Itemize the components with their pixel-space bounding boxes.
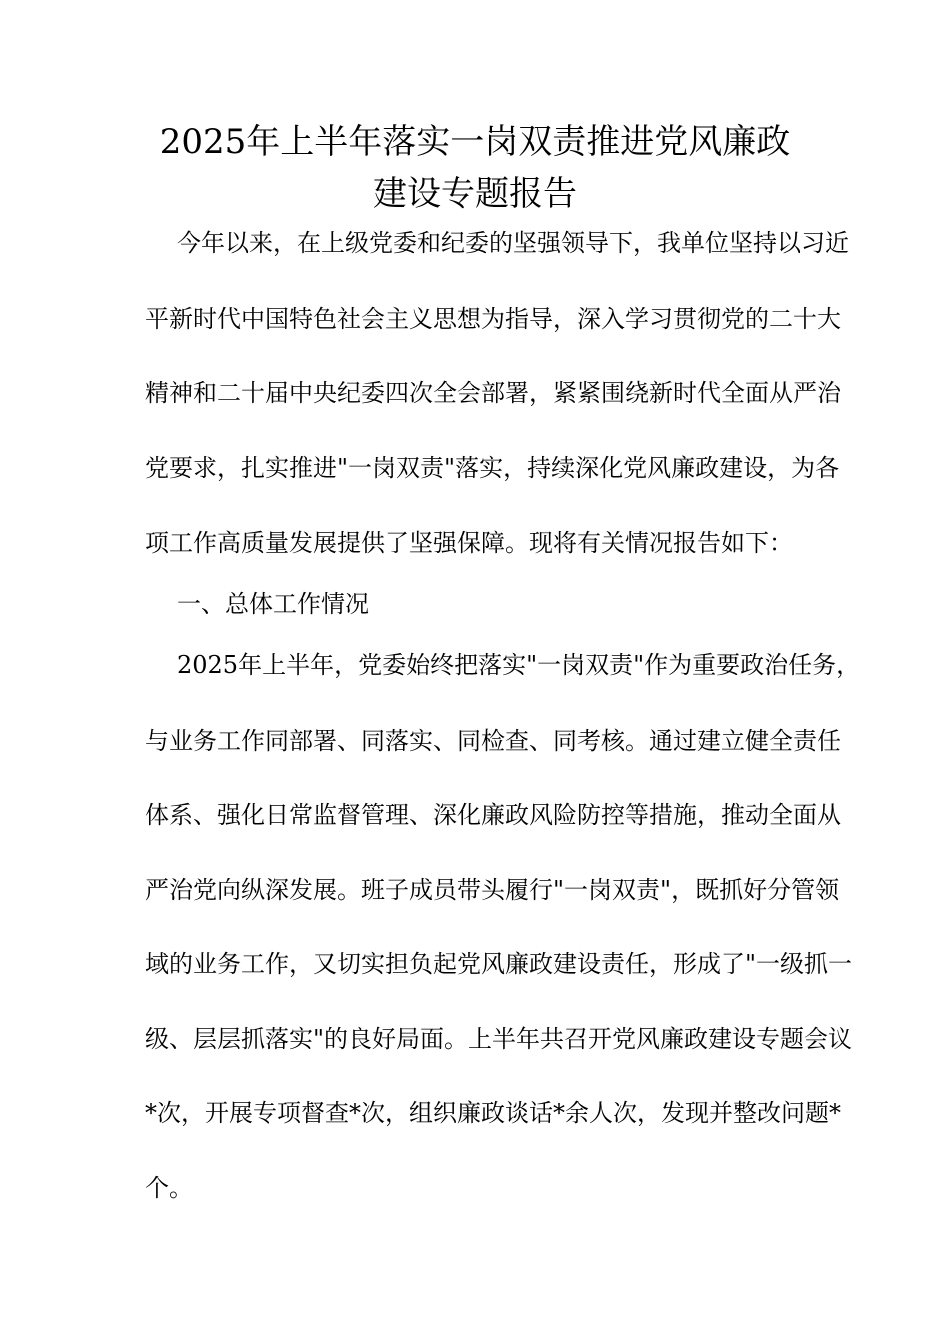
- body-paragraph-line-5: 域的业务工作，又切实担负起党风廉政建设责任，形成了"一级抓一: [145, 950, 853, 978]
- document-title-line-1: 2025年上半年落实一岗双责推进党风廉政: [159, 122, 791, 162]
- section-heading: 一、总体工作情况: [177, 590, 369, 618]
- intro-paragraph-line-4: 党要求，扎实推进"一岗双责"落实，持续深化党风廉政建设，为各: [145, 454, 840, 482]
- document-title-line-2: 建设专题报告: [373, 174, 577, 214]
- body-paragraph-line-7: *次，开展专项督查*次，组织廉政谈话*余人次，发现并整改问题*: [145, 1099, 841, 1127]
- intro-paragraph-line-3: 精神和二十届中央纪委四次全会部署，紧紧围绕新时代全面从严治: [145, 379, 841, 407]
- intro-paragraph-line-1: 今年以来，在上级党委和纪委的坚强领导下，我单位坚持以习近: [177, 229, 849, 257]
- body-paragraph-line-3: 体系、强化日常监督管理、深化廉政风险防控等措施，推动全面从: [145, 801, 841, 829]
- intro-paragraph-line-5: 项工作高质量发展提供了坚强保障。现将有关情况报告如下：: [145, 529, 793, 557]
- intro-paragraph-line-2: 平新时代中国特色社会主义思想为指导，深入学习贯彻党的二十大: [145, 305, 841, 333]
- body-paragraph-line-1: 2025年上半年，党委始终把落实"一岗双责"作为重要政治任务，: [177, 651, 861, 679]
- body-paragraph-line-2: 与业务工作同部署、同落实、同检查、同考核。通过建立健全责任: [145, 727, 841, 755]
- body-paragraph-line-4: 严治党向纵深发展。班子成员带头履行"一岗双责"，既抓好分管领: [145, 876, 840, 904]
- body-paragraph-line-6: 级、层层抓落实"的良好局面。上半年共召开党风廉政建设专题会议: [145, 1025, 853, 1053]
- body-paragraph-line-8: 个。: [145, 1174, 193, 1202]
